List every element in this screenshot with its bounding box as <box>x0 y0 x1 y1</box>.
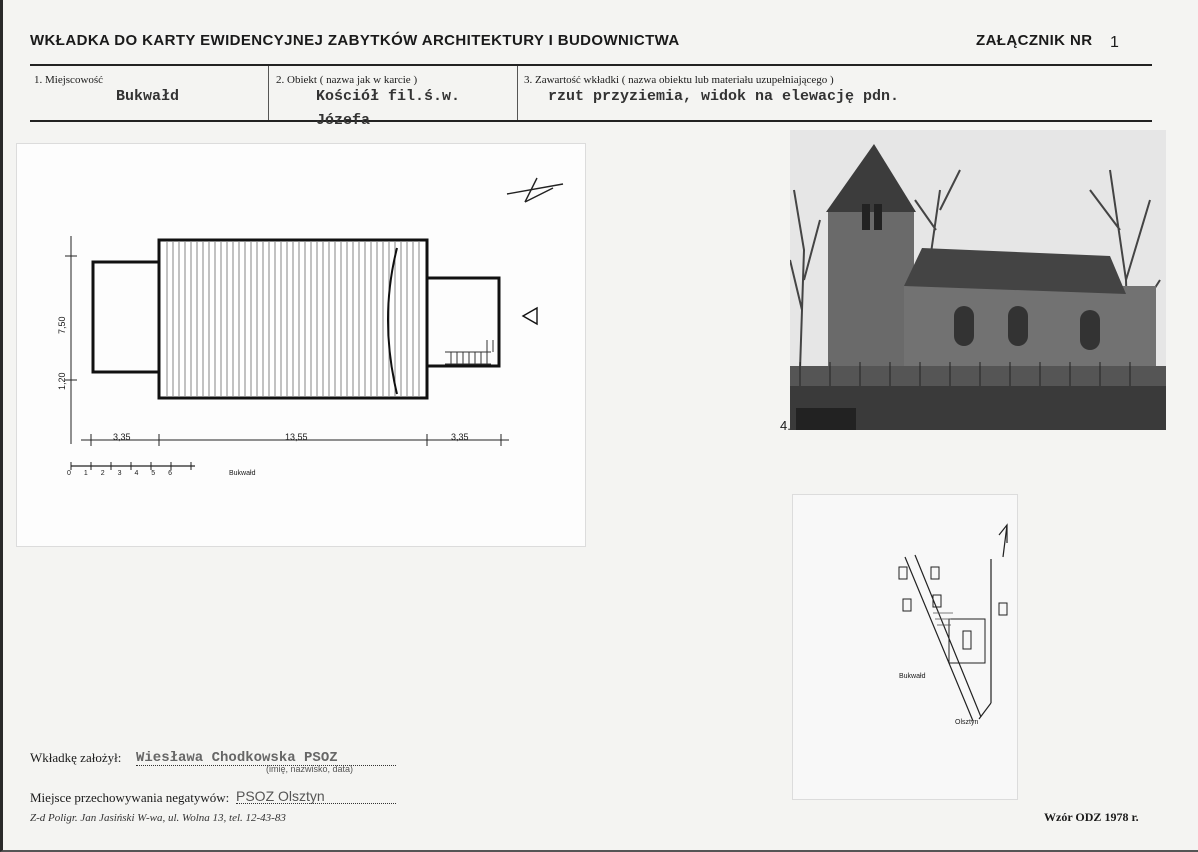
printer-note: Z-d Poligr. Jan Jasiński W-wa, ul. Wolna 13, tel. 12-43-83 <box>30 812 286 824</box>
dim-right-label: 3,35 <box>451 432 469 442</box>
field-divider-2 <box>517 66 518 120</box>
site-map-road-label: Olsztyn <box>955 719 979 726</box>
site-map-card <box>792 494 1018 800</box>
dim-vertical-top-label: 7,50 <box>57 316 67 334</box>
form-title: WKŁADKA DO KARTY EWIDENCYJNEJ ZABYTKÓW ARCHITEKTURY I BUDOWNICTWA <box>30 32 680 49</box>
negatives-line <box>236 803 396 804</box>
content-value: rzut przyziemia, widok na elewację pdn. <box>548 88 900 105</box>
header-rule <box>30 64 1152 66</box>
negatives-value: PSOZ Olsztyn <box>236 788 325 804</box>
floor-plan-card <box>16 143 586 547</box>
scale-caption: Bukwałd <box>229 470 256 477</box>
north-arrow-icon <box>999 525 1007 557</box>
site-map-village-label: Bukwałd <box>899 673 926 680</box>
north-arrow-icon <box>507 178 563 202</box>
dim-vertical-bottom-label: 1,20 <box>57 372 67 390</box>
place-label: 1. Miejscowość <box>34 74 104 86</box>
dim-left-label: 3,35 <box>113 432 131 442</box>
founder-label: Wkładkę założył: <box>30 750 122 765</box>
founder-value: Wiesława Chodkowska PSOZ <box>136 750 338 766</box>
founder-hint: (imię, nazwisko, data) <box>266 764 354 774</box>
field-divider-1 <box>268 66 269 120</box>
negatives-label: Miejsce przechowywania negatywów: <box>30 790 230 805</box>
annex-label: ZAŁĄCZNIK NR <box>976 32 1093 49</box>
object-label: 2. Obiekt ( nazwa jak w karcie ) <box>276 74 418 86</box>
object-value-line1: Kościół fil.ś.w. <box>316 88 461 105</box>
content-label: 3. Zawartość wkładki ( nazwa obiektu lub materiału uzupełniającego ) <box>524 74 834 86</box>
form-code: Wzór ODZ 1978 r. <box>1044 810 1139 824</box>
entrance-arrow-icon <box>523 308 537 324</box>
dim-center-label: 13,55 <box>285 432 308 442</box>
photo-number: 4. <box>780 418 791 433</box>
church-photo-image <box>790 130 1166 430</box>
site-map-drawing <box>793 495 1017 799</box>
annex-number: 1 <box>1110 34 1119 51</box>
object-value-line2: Józefa <box>316 112 371 129</box>
fields-rule <box>30 120 1152 122</box>
church-photo <box>790 130 1166 430</box>
place-value: Bukwałd <box>116 88 180 105</box>
floor-plan-drawing <box>17 144 585 546</box>
scale-ticks: 0 1 2 3 4 5 6 <box>67 470 173 477</box>
